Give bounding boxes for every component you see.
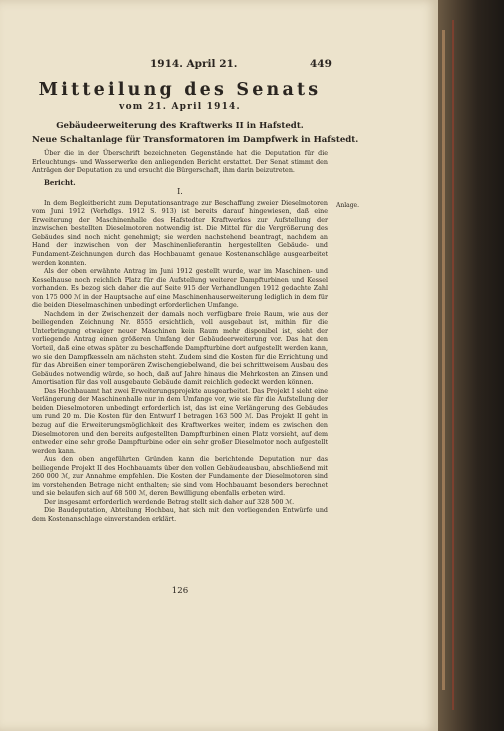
running-header	[32, 58, 332, 74]
margin-note-anlage: Anlage.	[336, 202, 359, 209]
body-paragraph-1: In dem Begleitbericht zum Deputationsantrage zur Beschaffung zweier Dieselmotoren vom Juni 1912 (Verhdlgs. 1912 S. 913) ist bereits darauf hingewiesen, daß eine Erweiterung der Maschinenhalle des Hafstedter Kraftwerkes zur Aufstellung der inzwischen bestellten Dieselmotoren notwendig ist. Die Mittel für die Vergrößerung des Gebäudes sind noch nicht genehmigt; sie werden nachstehend beantragt, nachdem an Hand der inzwischen von der Maschinenlieferantin hergestellten Gebäude- und Fundament-Zeichnungen durch das Hochbauamt genaue Kostenanschläge ausgearbeitet werden konnten.	[32, 199, 328, 267]
header-date: 1914. April 21.	[150, 58, 238, 70]
header-page-number: 449	[310, 58, 332, 70]
body-paragraph-4: Das Hochbauamt hat zwei Erweiterungsprojekte ausgearbeitet. Das Projekt I sieht eine Verlängerung der Maschinenhalle nur in dem Umfange vor, wie sie für die Aufstellung der beiden Dieselmotoren unbedingt erforderlich ist, das ist eine Verlängerung des Gebäudes um rund 20 m. Die Kosten für den Entwurf I betragen 163 500 ℳ. Das Projekt II geht in bezug auf die Erweiterungsmöglichkeit des Kraftwerkes weiter, indem es zwischen den Dieselmotoren und den bereits aufgestellten Dampfturbinen einen Platz vorsieht, auf dem entweder eine sehr große Dampfturbine oder ein sehr großer Dieselmotor noch aufgestellt werden kann.	[32, 387, 328, 455]
page-content	[32, 58, 359, 596]
section-heading-1: Gebäudeerweiterung des Kraftwerks II in Hafstedt.	[56, 121, 304, 131]
intro-paragraph: Über die in der Überschrift bezeichneten Gegenstände hat die Deputation für die Erleuchtungs- und Wasserwerke den anliegenden Bericht erstattet. Der Senat stimmt den Anträgen der Deputation zu und ersucht die Bürgerschaft, ihm darin beizutreten.	[32, 150, 328, 175]
document-title: Mitteilung des Senats	[38, 80, 322, 100]
section-heading-2: Neue Schaltanlage für Transformatoren im Dampfwerk in Hafstedt.	[32, 135, 359, 145]
section-number: I.	[177, 187, 183, 197]
document-body	[32, 150, 328, 525]
binding-stripe	[452, 20, 454, 710]
body-paragraph-7: Die Baudeputation, Abteilung Hochbau, hat sich mit den vorliegenden Entwürfe und dem Kostenanschlage einverstanden erklärt.	[32, 507, 328, 523]
document-subtitle: vom 21. April 1914.	[119, 102, 241, 112]
body-paragraph-5: Aus den oben angeführten Gründen kann die berichtende Deputation nur das beiliegende Projekt II des Hochbauamts über den vollen Gebäudeausbau, abschließend mit 260 000 ℳ, zur Annahme empfehlen. Die Kosten der Fundamente der Dieselmotoren sind im vorstehenden Betrage nicht enthalten; sie sind vom Hochbauamt besonders berechnet und sie belaufen sich auf 68 500 ℳ, deren Bewilligung ebenfalls erbeten wird.	[32, 456, 328, 498]
book-binding-edge	[438, 0, 504, 731]
bericht-label: Bericht.	[44, 177, 76, 187]
body-paragraph-2: Als der oben erwähnte Antrag im Juni 1912 gestellt wurde, war im Maschinen- und Kesselhause noch reichlich Platz für die Aufstellung weiterer Dampfturbinen und Kessel vorhanden. Es bezog sich daher die auf Seite 915 der Verhandlungen 1912 gedachte Zahl von 175 000 ℳ in der Hauptsache auf eine Maschinenhauserweiterung lediglich in dem für die beiden Dieselmaschinen unbedingt erforderlichen Umfange.	[32, 268, 328, 310]
body-paragraph-3: Nachdem in der Zwischenzeit der damals noch verfügbare freie Raum, wie aus der beiliegenden Zeichnung Nr. 8555 ersichtlich, voll ausgebaut ist, mithin für die Unterbringung etwaiger neuer Maschinen kein Raum mehr disponibel ist, sieht der vorliegende Antrag einen größeren Umfang der Gebäudeerweiterung vor. Das hat den Vorteil, daß eine etwas später zu beschaffende Dampfturbine dort aufgestellt werden kann, wo sie den Dampfkesseln am nächsten steht. Zudem sind die Kosten für die Errichtung und für das Abreißen einer temporären Zwischengiebelwand, die bei schrittweisem Ausbau des Gebäudes notwendig würde, so hoch, daß auf Jahre hinaus die Mehrkosten an Zinsen und Amortisation für das voll ausgebaute Gebäude damit reichlich gedeckt werden können.	[32, 310, 328, 387]
binding-highlight	[442, 30, 445, 690]
footer-page-number: 126	[171, 586, 189, 596]
body-paragraph-6: Der insgesamt erforderlich werdende Betrag stellt sich daher auf 328 500 ℳ.	[44, 498, 295, 506]
